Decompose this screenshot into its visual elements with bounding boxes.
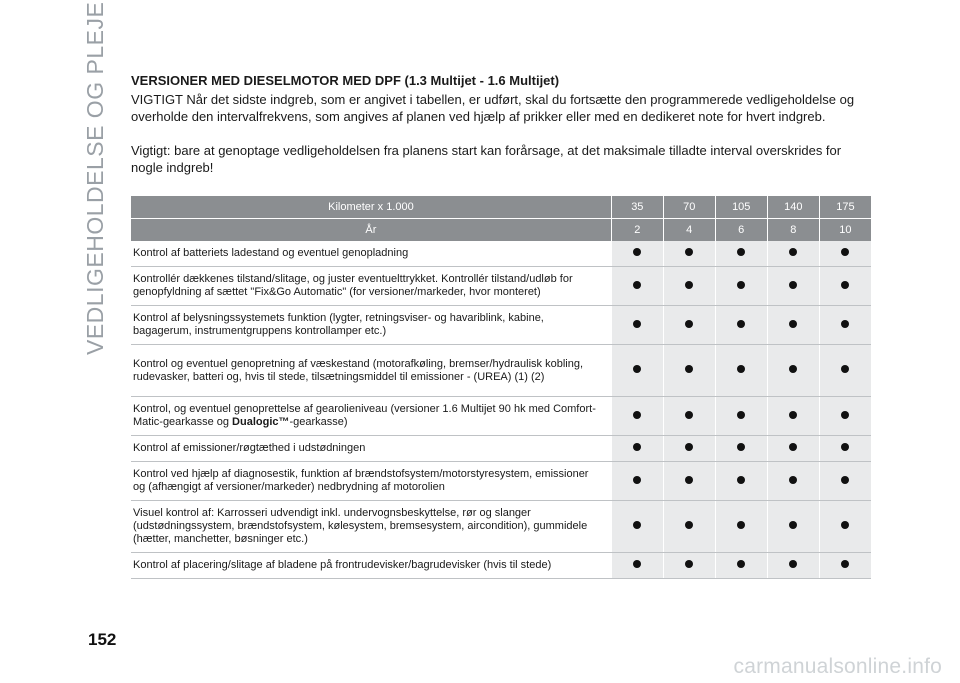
interval-mark-cell	[715, 553, 767, 579]
interval-mark-cell	[767, 306, 819, 345]
interval-mark-cell	[819, 267, 871, 306]
interval-mark-cell	[663, 306, 715, 345]
interval-mark-cell	[767, 241, 819, 267]
bullet-dot-icon	[633, 443, 641, 451]
table-row	[131, 553, 871, 579]
header-row-year	[131, 219, 871, 242]
table-row	[131, 462, 871, 501]
bullet-dot-icon	[633, 521, 641, 529]
section-heading: VERSIONER MED DIESELMOTOR MED DPF (1.3 Multijet - 1.6 Multijet)	[131, 73, 560, 88]
bullet-dot-icon	[737, 365, 745, 373]
row-text: Kontrol, og eventuel genoprettelse af gearolieniveau (versioner 1.6 Multijet 90 hk med Comfort-Matic-gearkasse og	[133, 403, 596, 428]
bullet-dot-icon	[737, 320, 745, 328]
header-year-2: 4	[663, 219, 715, 242]
bullet-dot-icon	[737, 560, 745, 568]
bullet-dot-icon	[789, 281, 797, 289]
bullet-dot-icon	[633, 560, 641, 568]
table-row	[131, 306, 871, 345]
interval-mark-cell	[767, 462, 819, 501]
interval-mark-cell	[767, 501, 819, 553]
table-row	[131, 397, 871, 436]
interval-mark-cell	[819, 553, 871, 579]
page-number: 152	[88, 630, 117, 649]
bullet-dot-icon	[737, 443, 745, 451]
row-text: -gearkasse)	[289, 416, 348, 428]
row-description	[131, 397, 611, 436]
header-km-1: 35	[611, 196, 663, 219]
bullet-dot-icon	[789, 560, 797, 568]
interval-mark-cell	[611, 241, 663, 267]
header-km-label: Kilometer x 1.000	[131, 196, 611, 219]
bullet-dot-icon	[737, 476, 745, 484]
bullet-dot-icon	[633, 320, 641, 328]
interval-mark-cell	[819, 501, 871, 553]
bullet-dot-icon	[633, 476, 641, 484]
header-year-4: 8	[767, 219, 819, 242]
interval-mark-cell	[715, 267, 767, 306]
interval-mark-cell	[715, 241, 767, 267]
bullet-dot-icon	[789, 476, 797, 484]
important-note: VIGTIGT Når det sidste indgreb, som er angivet i tabellen, er udført, skal du fortsætte den programmerede vedligeholdelse og overholde den intervalfrekvens, som angives af planen ved hjælp af prikker eller med en dedikeret note for hvert indgreb.	[131, 92, 855, 124]
interval-mark-cell	[767, 553, 819, 579]
interval-mark-cell	[715, 397, 767, 436]
interval-mark-cell	[663, 267, 715, 306]
interval-mark-cell	[663, 553, 715, 579]
bullet-dot-icon	[789, 521, 797, 529]
bullet-dot-icon	[841, 248, 849, 256]
interval-mark-cell	[715, 306, 767, 345]
table-row	[131, 345, 871, 397]
header-year-5: 10	[819, 219, 871, 242]
bullet-dot-icon	[685, 521, 693, 529]
bullet-dot-icon	[841, 560, 849, 568]
interval-mark-cell	[715, 436, 767, 462]
interval-mark-cell	[663, 345, 715, 397]
interval-mark-cell	[611, 345, 663, 397]
interval-mark-cell	[663, 501, 715, 553]
bullet-dot-icon	[841, 365, 849, 373]
interval-mark-cell	[715, 501, 767, 553]
bullet-dot-icon	[633, 411, 641, 419]
row-description: Kontrol ved hjælp af diagnosestik, funktion af brændstofsystem/motorstyresystem, emissioner og (afhængigt af versioner/markeder) nedbrydning af motorolien	[131, 462, 611, 501]
bullet-dot-icon	[737, 281, 745, 289]
header-km-5: 175	[819, 196, 871, 219]
bullet-dot-icon	[685, 443, 693, 451]
bullet-dot-icon	[685, 281, 693, 289]
bullet-dot-icon	[789, 320, 797, 328]
interval-mark-cell	[663, 436, 715, 462]
maintenance-table	[131, 196, 871, 579]
row-text-bold: Dualogic™	[232, 416, 290, 428]
interval-mark-cell	[611, 267, 663, 306]
bullet-dot-icon	[633, 365, 641, 373]
page-content	[131, 73, 871, 190]
bullet-dot-icon	[841, 476, 849, 484]
bullet-dot-icon	[841, 443, 849, 451]
interval-mark-cell	[819, 397, 871, 436]
interval-mark-cell	[819, 436, 871, 462]
interval-mark-cell	[767, 436, 819, 462]
row-description: Kontrol af belysningssystemets funktion (lygter, retningsviser- og havariblink, kabine, bagagerum, instrumentgruppens kontrollamper etc.)	[131, 306, 611, 345]
bullet-dot-icon	[685, 411, 693, 419]
interval-mark-cell	[819, 345, 871, 397]
header-year-3: 6	[715, 219, 767, 242]
interval-mark-cell	[767, 345, 819, 397]
row-description: Kontrol af emissioner/røgtæthed i udstødningen	[131, 436, 611, 462]
interval-mark-cell	[715, 462, 767, 501]
bullet-dot-icon	[633, 248, 641, 256]
interval-mark-cell	[663, 462, 715, 501]
interval-mark-cell	[611, 436, 663, 462]
header-year-label: År	[131, 219, 611, 242]
header-year-1: 2	[611, 219, 663, 242]
row-description: Kontrol og eventuel genopretning af væskestand (motorafkøling, bremser/hydraulisk kobling, rudevasker, batteri og, hvis til stede, tilsætningsmiddel til emissioner - (UREA) (1) (2)	[131, 345, 611, 397]
bullet-dot-icon	[685, 560, 693, 568]
bullet-dot-icon	[685, 248, 693, 256]
bullet-dot-icon	[737, 521, 745, 529]
bullet-dot-icon	[633, 281, 641, 289]
table-row	[131, 501, 871, 553]
interval-mark-cell	[819, 462, 871, 501]
bullet-dot-icon	[685, 476, 693, 484]
table-row	[131, 241, 871, 267]
interval-mark-cell	[715, 345, 767, 397]
bullet-dot-icon	[841, 411, 849, 419]
interval-mark-cell	[819, 241, 871, 267]
bullet-dot-icon	[789, 365, 797, 373]
header-row-km	[131, 196, 871, 219]
interval-mark-cell	[767, 397, 819, 436]
row-description: Kontrollér dækkenes tilstand/slitage, og juster eventuelttrykket. Kontrollér tilstand/udløb for genopfyldning af sættet "Fix&Go Automatic" (for versioner/markeder, hvor monteret)	[131, 267, 611, 306]
header-km-4: 140	[767, 196, 819, 219]
interval-mark-cell	[663, 397, 715, 436]
bullet-dot-icon	[841, 320, 849, 328]
table-row	[131, 267, 871, 306]
interval-mark-cell	[767, 267, 819, 306]
warning-note: Vigtigt: bare at genoptage vedligeholdelsen fra planens start kan forårsage, at det maksimale tilladte interval overskrides for nogle indgreb!	[131, 143, 842, 175]
bullet-dot-icon	[685, 365, 693, 373]
interval-mark-cell	[611, 501, 663, 553]
interval-mark-cell	[819, 306, 871, 345]
footer-watermark: carmanualsonline.info	[733, 655, 942, 678]
bullet-dot-icon	[685, 320, 693, 328]
bullet-dot-icon	[841, 521, 849, 529]
row-description: Kontrol af placering/slitage af bladene på frontrudevisker/bagrudevisker (hvis til stede)	[131, 553, 611, 579]
row-description: Kontrol af batteriets ladestand og eventuel genopladning	[131, 241, 611, 267]
table-row	[131, 436, 871, 462]
bullet-dot-icon	[841, 281, 849, 289]
bullet-dot-icon	[737, 248, 745, 256]
header-km-3: 105	[715, 196, 767, 219]
interval-mark-cell	[611, 553, 663, 579]
interval-mark-cell	[611, 306, 663, 345]
interval-mark-cell	[611, 397, 663, 436]
table-body	[131, 241, 871, 579]
interval-mark-cell	[663, 241, 715, 267]
header-km-2: 70	[663, 196, 715, 219]
bullet-dot-icon	[789, 248, 797, 256]
bullet-dot-icon	[789, 411, 797, 419]
bullet-dot-icon	[789, 443, 797, 451]
side-section-title: VEDLIGEHOLDELSE OG PLEJE	[82, 1, 108, 355]
row-description: Visuel kontrol af: Karrosseri udvendigt inkl. undervognsbeskyttelse, rør og slanger (udstødningssystem, brændstofsystem, kølesystem, bremsesystem, aircondition), gummidele (hætter, manchetter, bøsninger etc.)	[131, 501, 611, 553]
interval-mark-cell	[611, 462, 663, 501]
bullet-dot-icon	[737, 411, 745, 419]
